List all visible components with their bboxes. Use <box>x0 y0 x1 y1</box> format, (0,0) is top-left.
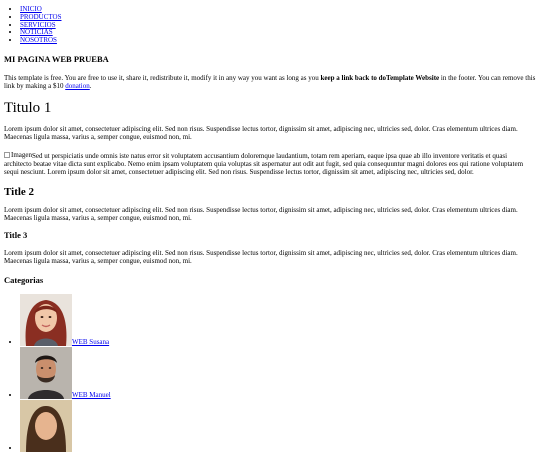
nav-link-productos[interactable]: PRODUCTOS <box>20 12 62 21</box>
nav-link-noticias[interactable]: NOTICIAS <box>20 28 53 37</box>
intro-bold-text: keep a link back to doTemplate Website <box>320 73 440 82</box>
category-item-susana <box>20 294 536 347</box>
image-alt-text: Imagen <box>11 151 32 160</box>
paragraph-1: Lorem ipsum dolor sit amet, consectetuer adipiscing elit. Sed non risus. Suspendisse lectus tortor, dignissim sit amet, adipiscing nec, ultricies sed, dolor. Cras elementum ultrices diam. Maecenas ligula massa, varius a, semper congue, euismod non, mi. <box>4 125 518 142</box>
intro-end: . <box>89 81 92 90</box>
category-link-manuel[interactable]: WEB Manuel <box>72 390 111 399</box>
broken-image <box>4 151 32 159</box>
main-nav <box>4 6 536 45</box>
avatar-susana[interactable] <box>20 294 72 346</box>
nav-link-nosotros[interactable]: NOSOTROS <box>20 36 57 45</box>
heading-title-3: Title 3 <box>4 230 28 241</box>
nav-item-servicios <box>20 22 536 30</box>
categories-list <box>4 294 536 453</box>
intro-paragraph <box>4 74 536 90</box>
paragraph-2-text: Sed ut perspiciatis unde omnis iste natus error sit voluptatem accusantium doloremque laudantium, totam rem aperiam, eaque ipsa quae ab illo inventore veritatis et quasi architecto beatae vitae dicta sunt explicabo. Nemo enim ipsam voluptatem quia voluptas sit aspernatur aut odit aut fugit, sed quia consequuntur magni dolores eos qui ratione voluptatem sequi nesciunt. Lorem ipsum dolor sit amet, consectetuer adipiscing elit. Sed non risus. Suspendisse lectus tortor, dignissim sit amet, adipiscing nec, ultricies sed, dolor. <box>4 152 524 177</box>
nav-item-noticias <box>20 29 536 37</box>
heading-title-2: Title 2 <box>4 185 35 198</box>
paragraph-3: Lorem ipsum dolor sit amet, consectetuer adipiscing elit. Sed non risus. Suspendisse lectus tortor, dignissim sit amet, adipiscing nec, ultricies sed, dolor. Cras elementum ultrices diam. Maecenas ligula massa, varius a, semper congue, euismod non, mi. <box>4 206 518 223</box>
nav-item-productos <box>20 14 536 22</box>
categories-title: Categorias <box>4 275 44 286</box>
broken-image-icon <box>4 152 10 158</box>
nav-link-inicio[interactable]: INICIO <box>20 5 42 13</box>
nav-item-nosotros <box>20 37 536 45</box>
page <box>0 6 540 453</box>
donation-link[interactable]: donation <box>65 81 90 90</box>
category-link-susana[interactable]: WEB Susana <box>72 337 110 346</box>
category-item-manuel <box>20 347 536 400</box>
nav-link-servicios[interactable]: SERVICIOS <box>20 20 56 29</box>
paragraph-4: Lorem ipsum dolor sit amet, consectetuer adipiscing elit. Sed non risus. Suspendisse lectus tortor, dignissim sit amet, adipiscing nec, ultricies sed, dolor. Cras elementum ultrices diam. Maecenas ligula massa, varius a, semper congue, euismod non, mi. <box>4 249 518 266</box>
site-title: MI PAGINA WEB PRUEBA <box>4 54 109 65</box>
intro-text-after: in the footer. You can remove this link by making a $10 <box>4 73 536 90</box>
category-item-3 <box>20 400 536 453</box>
paragraph-2 <box>4 151 536 176</box>
heading-titulo-1: Titulo 1 <box>4 100 52 116</box>
intro-text-before: This template is free. You are free to use it, share it, redistribute it, modify it in any way you want as long as you <box>4 73 321 82</box>
avatar-manuel[interactable] <box>20 347 72 399</box>
avatar-3[interactable] <box>20 400 72 452</box>
nav-item-inicio <box>20 6 536 14</box>
